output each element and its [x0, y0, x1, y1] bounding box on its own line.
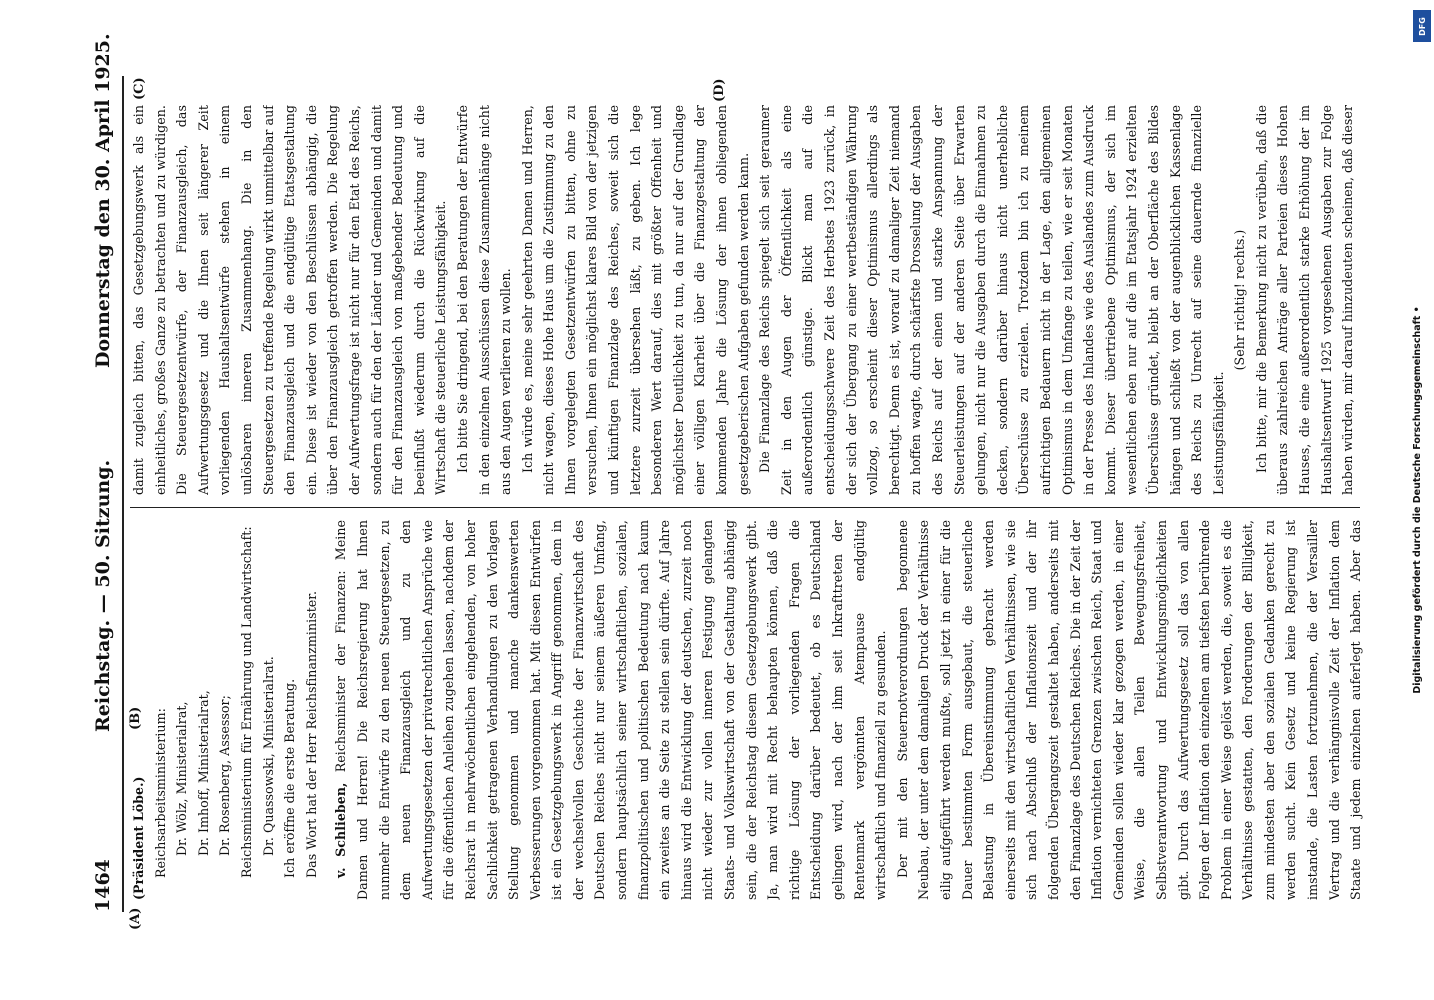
- page-title: Reichstag. — 50. Sitzung.: [92, 459, 114, 732]
- paragraph: Der mit den Steuernotverordnungen begonnene Neubau, der unter dem damaligen Druck der Verhältnisse eilig aufgeführt werden mußte, soll jetzt in einer für die Dauer bestimmten Form ausgebaut, die steuerliche Belastung in Übereinstimmung gebracht werden einerseits mit den wirtschaftlichen Verhältnissen, wie sie sich nach Abschluß der Inflationszeit und der ihr folgenden Übergangszeit gestaltet haben, anderseits mit den Finanzlage des Deutschen Reiches. Die in der Zeit der Inflation vernichteten Grenzen zwischen Reich, Staat und Gemeinden sollen wieder klar gezogen werden, in einer Weise, die allen Teilen Bewegungsfreiheit, Selbstverantwortung und Entwicklungsmöglichkeiten gibt. Durch das Aufwertungsgesetz soll das von allen Folgen der Inflation den einzelnen am tiefsten berührende Problem in einer Weise gelöst werden, die, soweit es die Verhältnisse gestatten, den Forderungen der Billigkeit, zum mindesten aber den sozialen Gedanken gerecht zu werden sucht. Kein Gesetz und keine Regierung ist imstande, die Lasten fortzunehmen, die der Versailler Vertrag und die verhängnisvolle Zeit der Inflation dem Staate und jedem einzelnen auferlegt haben. Aber das: [894, 520, 1363, 900]
- page-number: 1464: [92, 859, 114, 912]
- ministry-label: Reichsarbeitsministerium:: [152, 708, 168, 878]
- dfg-logo: DFG: [1413, 10, 1431, 42]
- margin-mark-a: (A): [128, 907, 143, 930]
- speech-paragraph: [330, 520, 891, 900]
- official-line: Dr. Quassowski, Ministerialrat.: [260, 656, 276, 856]
- digitization-credit: Digitalisierung gefördert durch die Deutsche Forschungsgemeinschaft •: [1412, 306, 1423, 694]
- paragraph: Ich bitte, mir die Bemerkung nicht zu verübeln, daß die überaus zahlreichen Anträge aller Parteien dieses Hohen Hauses, die eine außerordentlich starke Erhöhung der im Haushaltsentwurf 1925 vorgesehenen Ausgaben zur Folge haben würden, mir darauf hinzudeuten scheinen, daß dieser: [1253, 105, 1356, 495]
- interjection: (Sehr richtig! rechts.): [1232, 229, 1248, 371]
- paragraph: Ich eröffne die erste Beratung.: [282, 678, 298, 878]
- page-date: Donnerstag den 30. April 1925.: [92, 33, 114, 368]
- header-rule: [122, 76, 124, 912]
- margin-mark-b: (B): [128, 706, 143, 730]
- left-column: [128, 520, 1363, 900]
- right-column: [128, 105, 1363, 495]
- speech-text: Reichsminister der Finanzen: Meine Damen und Herren! Die Reichsregierung hat Ihnen nunmehr die Entwürfe zu den neuen Steuergesetzen, zu dem neuen Finanzausgleich und zu den Aufwertungsgesetzen der privatrechtlichen Ansprüche wie für die öffentlichen Anleihen zugehen lassen, nachdem der Reichsrat in mehrwöchentlichen eingehenden, von hoher Sachlichkeit getragenen Verhandlungen zu den Vorlagen Stellung genommen und manche dankenswerten Verbesserungen vorgenommen hat. Mit diesen Entwürfen ist ein Gesetzgebungswerk in Angriff genommen, dem in der wechselvollen Geschichte der Finanzwirtschaft des Deutschen Reiches nicht nur seinem äußeren Umfang, sondern hauptsächlich seiner wirtschaftlichen, sozialen, finanzpolitischen und politischen Bedeutung nach kaum ein zweites an die Seite zu stellen sein dürfte. Auf Jahre hinaus wird die Entwicklung der deutschen, zurzeit noch nicht wieder zur vollen inneren Festigung gelangten Staats- und Volkswirtschaft von der Gestaltung abhängig sein, die der Reichstag diesem Gesetzgebungswerk gibt. Ja, man wird mit Recht behaupten können, daß die richtige Lösung der vorliegenden Fragen die Entscheidung darüber bedeutet, ob es Deutschland gelingen wird, nach der ihm seit Inkrafttreten der Rentenmark vergönnten Atempause endgültig wirtschaftlich und finanziell zu gesunden.: [333, 520, 889, 900]
- margin-mark-d: (D): [712, 78, 727, 102]
- speaker-note: (Präsident Löbe.): [131, 776, 146, 900]
- paragraph: Ich bitte Sie dringend, bei den Beratungen der Entwürfe in den einzelnen Ausschüssen diese Zusammenhänge nicht aus den Augen verlieren zu wollen.: [454, 105, 514, 495]
- margin-mark-c: (C): [132, 77, 147, 100]
- speaker-name: v. Schlieben,: [333, 782, 349, 878]
- ministry-label: Reichsministerium für Ernährung und Landwirtschaft:: [238, 526, 254, 878]
- column-divider: [130, 507, 1360, 508]
- official-line: Dr. Rosenberg, Assessor;: [217, 695, 233, 856]
- paragraph: Ich würde es, meine sehr geehrten Damen und Herren, nicht wagen, dieses Hohe Haus um die Zustimmung zu den Ihnen vorgelegten Gesetzentwürfen zu bitten, ohne zu versuchen, Ihnen ein möglichst klares Bild von der jetzigen und künftigen Finanzlage des Reiches, soweit sich die letztere zurzeit übersehen läßt, zu geben. Ich lege besonderen Wert darauf, dies mit größter Offenheit und möglichster Deutlichkeit zu tun, da nur auf der Grundlage einer völligen Klarheit über die Finanzgestaltung der kommenden Jahre die Lösung der ihnen obliegenden gesetzgeberischen Aufgaben gefunden werden kann.: [519, 105, 751, 495]
- official-line: Dr. Wölz, Ministerialrat,: [174, 701, 190, 856]
- official-line: Dr. Imhoff, Ministerialrat,: [195, 690, 211, 856]
- paragraph: damit zugleich bitten, das Gesetzgebungswerk als ein einheitliches, großes Ganze zu betrachten und zu würdigen. Die Steuergesetzentwürfe, der Finanzausgleich, das Aufwertungsgesetz und die Ihnen seit längerer Zeit vorliegenden Haushaltsentwürfe stehen in einem unlösbaren inneren Zusammenhang. Die in den Steuergesetzen zu treffende Regelung wirkt unmittelbar auf den Finanzausgleich und die endgültige Etatsgestaltung ein. Diese ist wieder von den Beschlüssen abhängig, die über den Finanzausgleich getroffen werden. Die Regelung der Aufwertungsfrage ist nicht nur für den Etat des Reichs, sondern auch für den der Länder und Gemeinden und damit für den Finanzausgleich von maßgebender Bedeutung und beeinflußt wiederum durch die Rückwirkung auf die Wirtschaft die steuerliche Leistungsfähigkeit.: [131, 105, 449, 495]
- paragraph: Die Finanzlage des Reichs spiegelt sich seit geraumer Zeit in den Augen der Öffentlichkeit als eine außerordentlich günstige. Blickt man auf die entscheidungsschwere Zeit des Herbstes 1923 zurück, in der sich der Übergang zu einer wertbeständigen Währung vollzog, so erscheint dieser Optimismus allerdings als berechtigt. Denn es ist, worauf zu damaliger Zeit niemand zu hoffen wagte, durch schärfste Drosselung der Ausgaben des Reichs auf der einen und starke Anspannung der Steuerleistungen auf der anderen Seite über Erwarten gelungen, nicht nur die Ausgaben durch die Einnahmen zu decken, sondern darüber hinaus nicht unerhebliche Überschüsse zu erzielen. Trotzdem bin ich zu meinem aufrichtigen Bedauern nicht in der Lage, den allgemeinen Optimismus in dem Umfange zu teilen, wie er seit Monaten in der Presse des Inlandes wie des Auslandes zum Ausdruck kommt. Dieser übertriebene Optimismus, der sich im wesentlichen eben nur auf die im Etatsjahr 1924 erzielten Überschüsse gründet, bleibt an der Oberfläche des Bildes hängen und schließt von der augenblicklichen Kassenlage des Reichs zu Unrecht auf seine dauernde finanzielle Leistungsfähigkeit.: [757, 105, 1226, 495]
- paragraph: Das Wort hat der Herr Reichsfinanzminister.: [303, 590, 319, 878]
